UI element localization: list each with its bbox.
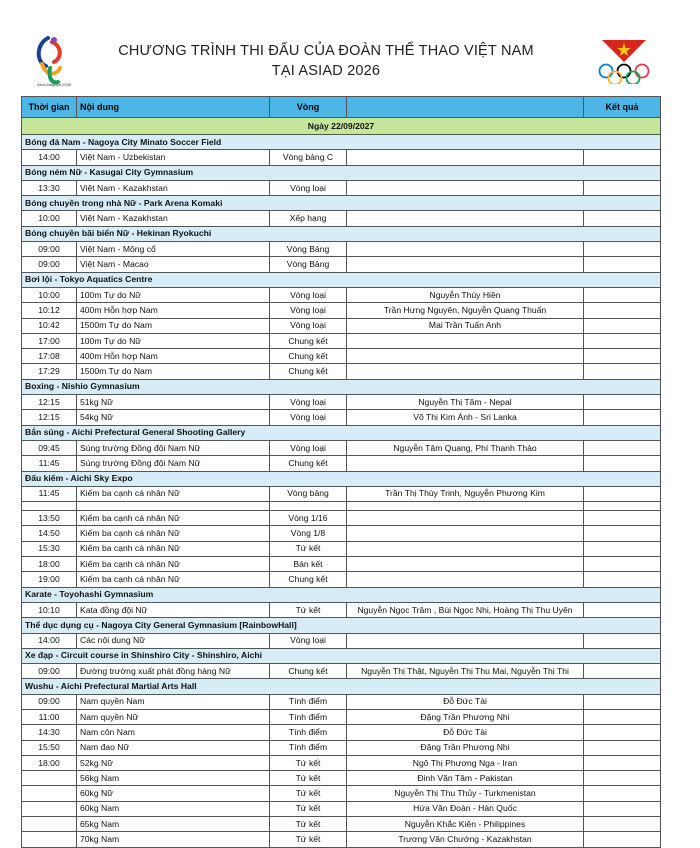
content-cell: Nam quyền Nam xyxy=(77,694,270,709)
round-cell: Vòng loại xyxy=(270,440,347,455)
table-row xyxy=(22,801,661,816)
round-cell: Chung kết xyxy=(270,333,347,348)
col-result: Kết quả xyxy=(584,97,661,118)
result-cell xyxy=(584,786,661,801)
athlete-cell xyxy=(347,456,584,471)
athlete-cell xyxy=(347,511,584,526)
round-cell: Vòng loại xyxy=(270,287,347,302)
time-cell: 14:00 xyxy=(22,150,77,165)
content-cell: Kiếm ba cạnh cá nhân Nữ xyxy=(77,526,270,541)
time-cell: 11:45 xyxy=(22,486,77,501)
content-cell: 400m Hỗn hợp Nam xyxy=(77,349,270,364)
section-row xyxy=(22,425,661,440)
result-cell xyxy=(584,180,661,195)
result-cell xyxy=(584,150,661,165)
round-cell: Vòng loại xyxy=(270,633,347,648)
title-line-2: TẠI ASIAD 2026 xyxy=(271,63,381,79)
round-cell: Vòng Bảng xyxy=(270,242,347,257)
section-row xyxy=(22,679,661,694)
table-row xyxy=(22,211,661,226)
section-title: Thể dục dụng cụ - Nagoya City General Gymnasium [RainbowHall] xyxy=(22,618,661,633)
content-cell: Nam quyền Nữ xyxy=(77,709,270,724)
col-athlete xyxy=(347,97,584,118)
content-cell: Kiếm ba cạnh cá nhân Nữ xyxy=(77,541,270,556)
section-row xyxy=(22,618,661,633)
table-row xyxy=(22,257,661,272)
athlete-cell xyxy=(347,333,584,348)
content-cell: Việt Nam - Kazakhstan xyxy=(77,180,270,195)
table-row xyxy=(22,694,661,709)
round-cell: Chung kết xyxy=(270,456,347,471)
athlete-cell: Nguyễn Tâm Quang, Phí Thanh Thảo xyxy=(347,440,584,455)
section-title: Bóng ném Nữ - Kasugai City Gymnasium xyxy=(22,165,661,180)
content-cell: 52kg Nữ xyxy=(77,755,270,770)
result-cell xyxy=(584,771,661,786)
table-row xyxy=(22,242,661,257)
round-cell: Vòng loại xyxy=(270,410,347,425)
athlete-cell: Nguyễn Thị Tâm - Nepal xyxy=(347,395,584,410)
time-cell xyxy=(22,832,77,847)
section-row xyxy=(22,587,661,602)
table-row xyxy=(22,303,661,318)
time-cell: 17:29 xyxy=(22,364,77,379)
result-cell xyxy=(584,832,661,847)
time-cell: 09:00 xyxy=(22,694,77,709)
result-cell xyxy=(584,541,661,556)
table-row xyxy=(22,633,661,648)
athlete-cell: Đặng Trần Phương Nhi xyxy=(347,709,584,724)
athlete-cell: Đặng Trần Phương Nhi xyxy=(347,740,584,755)
table-row xyxy=(22,502,661,511)
table-row xyxy=(22,180,661,195)
content-cell: 65kg Nam xyxy=(77,817,270,832)
time-cell: 11:00 xyxy=(22,709,77,724)
round-cell: Tứ kết xyxy=(270,801,347,816)
time-cell: 15:30 xyxy=(22,541,77,556)
time-cell: 13:30 xyxy=(22,180,77,195)
table-row xyxy=(22,364,661,379)
content-cell: 70kg Nam xyxy=(77,832,270,847)
content-cell: Súng trường Đồng đội Nam Nữ xyxy=(77,456,270,471)
content-cell: 54kg Nữ xyxy=(77,410,270,425)
result-cell xyxy=(584,817,661,832)
table-row xyxy=(22,333,661,348)
section-row xyxy=(22,272,661,287)
result-cell xyxy=(584,303,661,318)
section-row xyxy=(22,226,661,241)
round-cell: Tứ kết xyxy=(270,832,347,847)
content-cell: Việt Nam - Macao xyxy=(77,257,270,272)
round-cell: Vòng bảng xyxy=(270,486,347,501)
table-row xyxy=(22,150,661,165)
table-row xyxy=(22,526,661,541)
content-cell: Các nội dung Nữ xyxy=(77,633,270,648)
content-cell: 60kg Nữ xyxy=(77,786,270,801)
athlete-cell: Nguyễn Thị Thật, Nguyễn Thị Thu Mai, Nguyễn Thị Thi xyxy=(347,664,584,679)
content-cell: Kiếm ba cạnh cá nhân Nữ xyxy=(77,572,270,587)
time-cell: 10:00 xyxy=(22,211,77,226)
section-title: Xe đạp - Circuit course in Shinshiro City - Shinshiro, Aichi xyxy=(22,648,661,663)
table-row xyxy=(22,771,661,786)
round-cell: Vòng 1/8 xyxy=(270,526,347,541)
athlete-cell xyxy=(347,364,584,379)
table-row xyxy=(22,817,661,832)
round-cell: Chung kết xyxy=(270,664,347,679)
section-title: Bóng chuyền bãi biển Nữ - Hekinan Ryokuchi xyxy=(22,226,661,241)
result-cell xyxy=(584,211,661,226)
time-cell: 18:00 xyxy=(22,755,77,770)
table-row xyxy=(22,602,661,617)
result-cell xyxy=(584,694,661,709)
time-cell: 10:10 xyxy=(22,602,77,617)
result-cell xyxy=(584,349,661,364)
vietnam-olympic-logo xyxy=(596,38,652,84)
content-cell: Việt Nam - Uzbekistan xyxy=(77,150,270,165)
round-cell: Chung kết xyxy=(270,349,347,364)
time-cell: 11:45 xyxy=(22,456,77,471)
result-cell xyxy=(584,395,661,410)
content-cell: Kiếm ba cạnh cá nhân Nữ xyxy=(77,511,270,526)
section-title: Wushu - Aichi Prefectural Martial Arts Hall xyxy=(22,679,661,694)
time-cell: 10:42 xyxy=(22,318,77,333)
result-cell xyxy=(584,440,661,455)
result-cell xyxy=(584,526,661,541)
time-cell xyxy=(22,786,77,801)
section-title: Boxing - Nishio Gymnasium xyxy=(22,379,661,394)
athlete-cell: Nguyễn Thúy Hiền xyxy=(347,287,584,302)
time-cell: 17:00 xyxy=(22,333,77,348)
round-cell: Tính điểm xyxy=(270,725,347,740)
athlete-cell xyxy=(347,502,584,511)
section-row xyxy=(22,165,661,180)
athlete-cell: Đinh Văn Tâm - Pakistan xyxy=(347,771,584,786)
content-cell: Việt Nam - Kazakhstan xyxy=(77,211,270,226)
athlete-cell: Ngô Thị Phương Nga - Iran xyxy=(347,755,584,770)
result-cell xyxy=(584,602,661,617)
athlete-cell: Nguyễn Ngọc Trâm , Bùi Ngọc Nhi, Hoàng Thị Thu Uyên xyxy=(347,602,584,617)
table-row xyxy=(22,395,661,410)
round-cell: Tứ kết xyxy=(270,602,347,617)
round-cell: Bán kết xyxy=(270,557,347,572)
round-cell: Vòng loại xyxy=(270,318,347,333)
athlete-cell xyxy=(347,242,584,257)
table-row xyxy=(22,664,661,679)
athlete-cell: Trần Thị Thùy Trinh, Nguyễn Phương Kim xyxy=(347,486,584,501)
content-cell: Nam đao Nữ xyxy=(77,740,270,755)
content-cell: Kata đồng đội Nữ xyxy=(77,602,270,617)
section-title: Bơi lội - Tokyo Aquatics Centre xyxy=(22,272,661,287)
result-cell xyxy=(584,511,661,526)
result-cell xyxy=(584,740,661,755)
round-cell: Vòng bảng C xyxy=(270,150,347,165)
section-title: Bắn súng - Aichi Prefectural General Shooting Gallery xyxy=(22,425,661,440)
round-cell: Vòng loại xyxy=(270,395,347,410)
time-cell: 09:00 xyxy=(22,664,77,679)
table-row xyxy=(22,486,661,501)
table-row xyxy=(22,725,661,740)
round-cell: Vòng loại xyxy=(270,303,347,318)
athlete-cell xyxy=(347,541,584,556)
time-cell: 13:50 xyxy=(22,511,77,526)
content-cell: Súng trường Đồng đội Nam Nữ xyxy=(77,440,270,455)
col-round: Vòng xyxy=(270,97,347,118)
table-row xyxy=(22,440,661,455)
round-cell: Tính điểm xyxy=(270,740,347,755)
result-cell xyxy=(584,801,661,816)
section-row xyxy=(22,135,661,150)
content-cell: Kiếm ba cạnh cá nhân Nữ xyxy=(77,486,270,501)
col-content: Nội dung xyxy=(77,97,270,118)
time-cell xyxy=(22,817,77,832)
time-cell: 19:00 xyxy=(22,572,77,587)
time-cell: 10:00 xyxy=(22,287,77,302)
result-cell xyxy=(584,664,661,679)
table-row xyxy=(22,832,661,847)
result-cell xyxy=(584,410,661,425)
time-cell: 14:00 xyxy=(22,633,77,648)
table-row xyxy=(22,709,661,724)
content-cell: 60kg Nam xyxy=(77,801,270,816)
round-cell: Tứ kết xyxy=(270,541,347,556)
round-cell: Tứ kết xyxy=(270,786,347,801)
athlete-cell xyxy=(347,211,584,226)
athlete-cell xyxy=(347,349,584,364)
time-cell: 12:15 xyxy=(22,410,77,425)
title-line-1: CHƯƠNG TRÌNH THI ĐẤU CỦA ĐOÀN THỂ THAO VIỆT NAM xyxy=(118,43,534,59)
round-cell: Vòng loại xyxy=(270,180,347,195)
round-cell: Vòng 1/16 xyxy=(270,511,347,526)
time-cell: 18:00 xyxy=(22,557,77,572)
section-row xyxy=(22,471,661,486)
result-cell xyxy=(584,557,661,572)
section-row xyxy=(22,196,661,211)
col-time: Thời gian xyxy=(22,97,77,118)
logo-caption: Aichi-Nagoya 2026 xyxy=(37,82,71,87)
result-cell xyxy=(584,333,661,348)
content-cell: Kiếm ba cạnh cá nhân Nữ xyxy=(77,557,270,572)
athlete-cell: Đỗ Đức Tài xyxy=(347,694,584,709)
result-cell xyxy=(584,486,661,501)
section-title: Karate - Toyohashi Gymnasium xyxy=(22,587,661,602)
athlete-cell xyxy=(347,633,584,648)
result-cell xyxy=(584,725,661,740)
athlete-cell: Hứa Văn Đoàn - Hàn Quốc xyxy=(347,801,584,816)
table-row xyxy=(22,511,661,526)
result-cell xyxy=(584,364,661,379)
date-row xyxy=(22,118,661,135)
section-title: Bóng đá Nam - Nagoya City Minato Soccer Field xyxy=(22,135,661,150)
table-row xyxy=(22,318,661,333)
date-label: Ngày 22/09/2027 xyxy=(22,118,661,135)
athlete-cell xyxy=(347,572,584,587)
content-cell: 56kg Nam xyxy=(77,771,270,786)
content-cell xyxy=(77,502,270,511)
athlete-cell: Mai Trần Tuấn Anh xyxy=(347,318,584,333)
time-cell xyxy=(22,771,77,786)
section-title: Bóng chuyền trong nhà Nữ - Park Arena Komaki xyxy=(22,196,661,211)
athlete-cell: Võ Thị Kim Ánh - Sri Lanka xyxy=(347,410,584,425)
round-cell: Tứ kết xyxy=(270,771,347,786)
athlete-cell: Trương Văn Chướng - Kazakhstan xyxy=(347,832,584,847)
table-row xyxy=(22,572,661,587)
section-title: Đấu kiếm - Aichi Sky Expo xyxy=(22,471,661,486)
table-row xyxy=(22,287,661,302)
athlete-cell xyxy=(347,180,584,195)
time-cell: 12:15 xyxy=(22,395,77,410)
schedule-table xyxy=(21,96,661,848)
result-cell xyxy=(584,502,661,511)
result-cell xyxy=(584,257,661,272)
section-row xyxy=(22,379,661,394)
athlete-cell xyxy=(347,150,584,165)
table-row xyxy=(22,740,661,755)
content-cell: 400m Hỗn hợp Nam xyxy=(77,303,270,318)
result-cell xyxy=(584,755,661,770)
result-cell xyxy=(584,709,661,724)
result-cell xyxy=(584,456,661,471)
table-row xyxy=(22,786,661,801)
athlete-cell xyxy=(347,257,584,272)
time-cell xyxy=(22,502,77,511)
table-row xyxy=(22,557,661,572)
content-cell: Đường trường xuất phát đồng hàng Nữ xyxy=(77,664,270,679)
time-cell: 14:30 xyxy=(22,725,77,740)
time-cell: 09:45 xyxy=(22,440,77,455)
content-cell: 1500m Tự do Nam xyxy=(77,364,270,379)
table-row xyxy=(22,541,661,556)
result-cell xyxy=(584,287,661,302)
schedule-body xyxy=(22,118,661,848)
content-cell: 51kg Nữ xyxy=(77,395,270,410)
content-cell: Việt Nam - Mông cổ xyxy=(77,242,270,257)
round-cell: Tính điểm xyxy=(270,694,347,709)
table-row xyxy=(22,349,661,364)
time-cell: 15:50 xyxy=(22,740,77,755)
section-row xyxy=(22,648,661,663)
table-row xyxy=(22,456,661,471)
page-title xyxy=(96,41,556,81)
result-cell xyxy=(584,242,661,257)
round-cell: Tính điểm xyxy=(270,709,347,724)
content-cell: 100m Tự do Nữ xyxy=(77,333,270,348)
time-cell: 14:50 xyxy=(22,526,77,541)
table-row xyxy=(22,410,661,425)
time-cell xyxy=(22,801,77,816)
table-row xyxy=(22,755,661,770)
content-cell: Nam côn Nam xyxy=(77,725,270,740)
time-cell: 09:00 xyxy=(22,257,77,272)
result-cell xyxy=(584,318,661,333)
athlete-cell: Nguyễn Khắc Kiên - Philippines xyxy=(347,817,584,832)
table-header-row xyxy=(22,97,661,118)
page-header xyxy=(0,0,700,94)
time-cell: 10:12 xyxy=(22,303,77,318)
athlete-cell xyxy=(347,557,584,572)
athlete-cell: Trần Hưng Nguyên, Nguyễn Quang Thuấn xyxy=(347,303,584,318)
round-cell: Chung kết xyxy=(270,364,347,379)
content-cell: 100m Tự do Nữ xyxy=(77,287,270,302)
round-cell xyxy=(270,502,347,511)
athlete-cell: Nguyễn Thị Thu Thủy - Turkmenistan xyxy=(347,786,584,801)
round-cell: Chung kết xyxy=(270,572,347,587)
round-cell: Tứ kết xyxy=(270,817,347,832)
athlete-cell xyxy=(347,526,584,541)
content-cell: 1500m Tự do Nam xyxy=(77,318,270,333)
result-cell xyxy=(584,572,661,587)
round-cell: Vòng Bảng xyxy=(270,257,347,272)
round-cell: Xếp hạng xyxy=(270,211,347,226)
result-cell xyxy=(584,633,661,648)
athlete-cell: Đỗ Đức Tài xyxy=(347,725,584,740)
round-cell: Tứ kết xyxy=(270,755,347,770)
time-cell: 09:00 xyxy=(22,242,77,257)
time-cell: 17:08 xyxy=(22,349,77,364)
